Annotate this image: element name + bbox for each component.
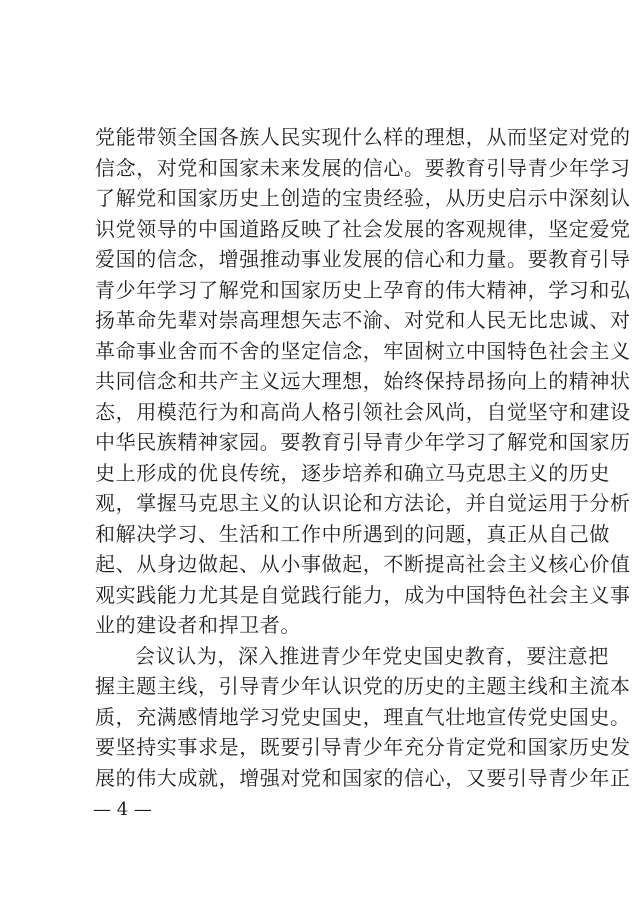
text-line: 共同信念和共产主义远大理想，始终保持昂扬向上的精神状	[95, 369, 631, 393]
text-line: 和解决学习、生活和工作中所遇到的问题，真正从自己做	[95, 521, 610, 546]
text-line: 态，用模范行为和高尚人格引领社会风尚，自觉坚守和建设	[95, 399, 631, 424]
text-line: 识党领导的中国道路反映了社会发展的客观规律，坚定爱党	[95, 216, 631, 241]
text-line: 革命事业舍而不舍的坚定信念，牢固树立中国特色社会主义	[95, 338, 631, 363]
text-line: 观，掌握马克思主义的认识论和方法论，并自觉运用于分析	[95, 491, 631, 515]
text-line: 信念，对党和国家未来发展的信心。要教育引导青少年学习	[95, 155, 631, 180]
text-line: 质，充满感情地学习党史国史，理直气壮地宣传党史国史。	[95, 704, 631, 729]
text-line: 握主题主线，引导青少年认识党的历史的主题主线和主流本	[95, 674, 631, 698]
body-text	[95, 122, 631, 793]
paragraph-1	[95, 122, 631, 641]
text-line: 中华民族精神家园。要教育引导青少年学习了解党和国家历	[95, 430, 631, 454]
text-line: 史上形成的优良传统，逐步培养和确立马克思主义的历史	[95, 460, 610, 485]
text-line: 展的伟大成就，增强对党和国家的信心，又要引导青少年正	[95, 765, 631, 790]
text-line: 青少年学习了解党和国家历史上孕育的伟大精神，学习和弘	[95, 277, 631, 302]
paragraph-2	[95, 641, 631, 794]
text-line: 了解党和国家历史上创造的宝贵经验，从历史启示中深刻认	[95, 186, 631, 210]
text-line: 起、从身边做起、从小事做起，不断提高社会主义核心价值	[95, 552, 631, 576]
text-line: 扬革命先辈对崇高理想矢志不渝、对党和人民无比忠诚、对	[95, 308, 631, 332]
page-number: — 4 —	[93, 799, 152, 820]
text-line: 爱国的信念，增强推动事业发展的信心和力量。要教育引导	[95, 247, 631, 271]
text-line: 党能带领全国各族人民实现什么样的理想，从而坚定对党的	[95, 125, 631, 149]
text-line: 会议认为，深入推进青少年党史国史教育，要注意把	[135, 643, 609, 668]
text-line: 观实践能力尤其是自觉践行能力，成为中国特色社会主义事	[95, 582, 631, 607]
text-line: 业的建设者和捍卫者。	[95, 613, 301, 637]
text-line: 要坚持实事求是，既要引导青少年充分肯定党和国家历史发	[95, 735, 631, 759]
